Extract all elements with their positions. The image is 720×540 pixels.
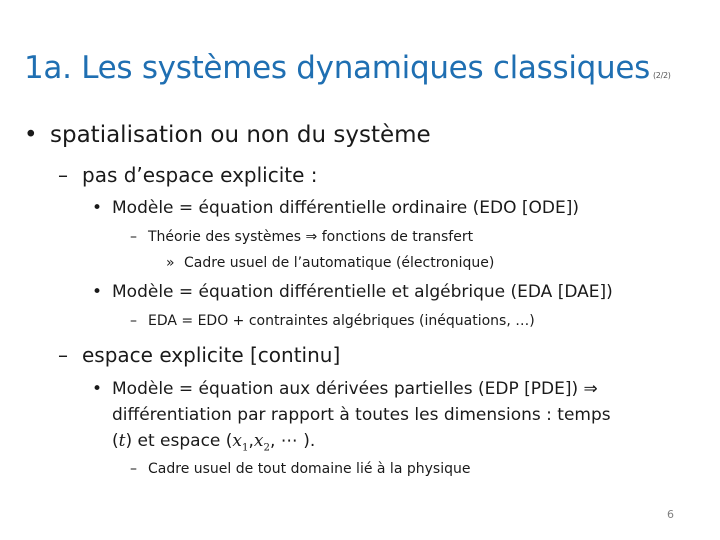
bullet-level2-espace-implicite <box>58 163 318 187</box>
bullet-marker: • <box>92 379 103 399</box>
bullet-text: Cadre usuel de l’automatique (électronique) <box>184 255 495 271</box>
bullet-level4-contraintes <box>130 313 535 329</box>
bullet-text: pas d’espace explicite : <box>82 163 318 187</box>
text-et-espace: ) et espace ( <box>125 431 233 451</box>
bullet-level5-cadre-automatique <box>166 255 494 271</box>
bullet-level3-edp-continuation <box>112 405 611 425</box>
bullet-text: Modèle = équation aux dérivées partielles (EDP [PDE]) <box>112 379 579 399</box>
math-comma: , <box>248 431 254 451</box>
bullet-marker: • <box>92 282 103 302</box>
bullet-marker: – <box>130 229 137 245</box>
math-variable-x1: $x_1$ <box>232 431 249 454</box>
bullet-text: spatialisation ou non du système <box>50 122 431 148</box>
bullet-level4-cadre-physique <box>130 461 470 477</box>
bullet-text: Théorie des systèmes <box>148 229 302 245</box>
bullet-text: Cadre usuel de tout domaine lié à la physique <box>148 461 471 477</box>
bullet-level2-espace-explicite <box>58 343 340 367</box>
bullet-text: EDA = EDO + contraintes algébriques (inéquations, …) <box>148 313 535 329</box>
bullet-text: Modèle = équation différentielle ordinaire (EDO [ODE]) <box>112 198 580 218</box>
bullet-marker: – <box>58 163 68 187</box>
bullet-text: fonctions de transfert <box>321 229 474 245</box>
page-number: 6 <box>667 508 674 521</box>
bullet-marker: • <box>24 122 38 148</box>
math-variable-t: t <box>118 431 126 451</box>
bullet-text: Modèle = équation différentielle et algébrique (EDA [DAE]) <box>112 282 613 302</box>
bullet-marker: • <box>92 198 103 218</box>
implies-arrow-icon: ⇒ <box>583 379 598 399</box>
bullet-marker: » <box>166 255 175 271</box>
bullet-level3-edp-math-line <box>112 431 315 453</box>
slide-title-text: 1a. Les systèmes dynamiques classiques <box>24 50 650 86</box>
bullet-marker: – <box>58 343 68 367</box>
bullet-level1-spatialisation <box>24 122 431 148</box>
bullet-level3-eda <box>92 282 613 302</box>
bullet-level4-theorie-systemes <box>130 229 473 245</box>
bullet-marker: – <box>130 313 137 329</box>
bullet-level3-edp <box>92 379 598 399</box>
math-rest: , ⋯ ). <box>269 431 316 451</box>
bullet-marker: – <box>130 461 137 477</box>
implies-arrow-icon: ⇒ <box>305 229 318 245</box>
math-variable-x2: $x_2$ <box>253 431 270 454</box>
slide-title-part-indicator: (2/2) <box>652 71 671 80</box>
bullet-level3-edo <box>92 198 579 218</box>
bullet-text: espace explicite [continu] <box>82 343 341 367</box>
bullet-text: différentiation par rapport à toutes les dimensions : temps <box>112 405 611 425</box>
paren-open: ( <box>112 431 119 451</box>
